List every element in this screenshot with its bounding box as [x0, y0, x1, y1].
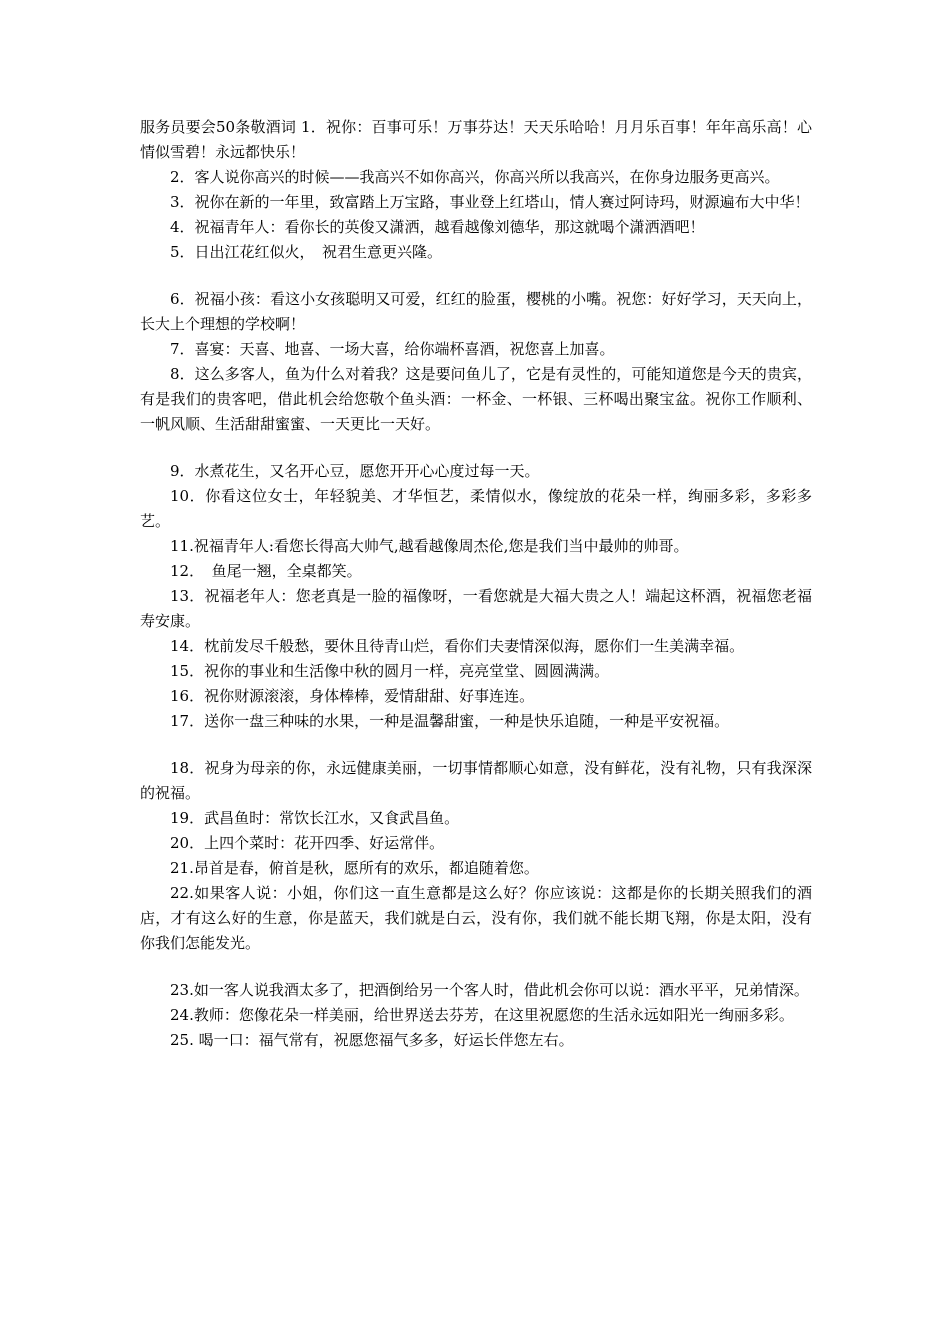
paragraph: 2．客人说你高兴的时候——我高兴不如你高兴，你高兴所以我高兴，在你身边服务更高兴。	[170, 168, 780, 186]
paragraph: 5．日出江花红似火， 祝君生意更兴隆。	[170, 243, 443, 261]
paragraph: 服务员要会50条敬酒词 1．祝你：百事可乐！万事芬达！天天乐哈哈！月月乐百事！年年高乐高！心情似雪碧！永远都快乐！	[140, 118, 812, 161]
paragraph-gap	[140, 265, 812, 287]
paragraph: 3．祝你在新的一年里，致富踏上万宝路，事业登上红塔山，情人赛过阿诗玛，财源遍布大中华！	[170, 193, 810, 211]
paragraph: 16．祝你财源滚滚，身体棒棒，爱情甜甜、好事连连。	[170, 687, 535, 705]
paragraph: 7．喜宴：天喜、地喜、一场大喜，给你端杯喜酒，祝您喜上加喜。	[170, 340, 615, 358]
paragraph-gap	[140, 956, 812, 978]
paragraph: 20．上四个菜时：花开四季、好运常伴。	[170, 834, 445, 852]
paragraph: 4．祝福青年人：看你长的英俊又潇洒，越看越像刘德华，那这就喝个潇洒酒吧！	[170, 218, 705, 236]
paragraph: 11.祝福青年人:看您长得高大帅气,越看越像周杰伦,您是我们当中最帅的帅哥。	[170, 537, 689, 555]
paragraph: 17．送你一盘三种味的水果，一种是温馨甜蜜，一种是快乐追随，一种是平安祝福。	[170, 712, 730, 730]
paragraph: 21.昂首是春，俯首是秋，愿所有的欢乐，都追随着您。	[170, 859, 539, 877]
paragraph: 25. 喝一口：福气常有，祝愿您福气多多，好运长伴您左右。	[170, 1031, 574, 1049]
paragraph: 10．你看这位女士，年轻貌美、才华恒艺，柔情似水，像绽放的花朵一样，绚丽多彩，多彩多艺。	[140, 487, 812, 530]
paragraph: 8．这么多客人，鱼为什么对着我？这是要问鱼儿了，它是有灵性的，可能知道您是今天的贵宾，有是我们的贵客吧，借此机会给您敬个鱼头酒：一杯金、一杯银、三杯喝出聚宝盆。祝你工作顺利、一帆风顺、生活甜甜蜜蜜、一天更比一天好。	[140, 365, 812, 433]
paragraph: 24.教师：您像花朵一样美丽，给世界送去芬芳，在这里祝愿您的生活永远如阳光一绚丽多彩。	[170, 1006, 794, 1024]
paragraph: 15．祝你的事业和生活像中秋的圆月一样，亮亮堂堂、圆圆满满。	[170, 662, 610, 680]
document-body	[140, 115, 812, 1053]
paragraph: 18．祝身为母亲的你，永远健康美丽，一切事情都顺心如意，没有鲜花，没有礼物，只有我深深的祝福。	[140, 759, 812, 802]
paragraph: 9．水煮花生，又名开心豆，愿您开开心心度过每一天。	[170, 462, 540, 480]
paragraph-gap	[140, 437, 812, 459]
paragraph: 19．武昌鱼时：常饮长江水，又食武昌鱼。	[170, 809, 460, 827]
paragraph: 22.如果客人说：小姐，你们这一直生意都是这么好？你应该说：这都是你的长期关照我们的酒店，才有这么好的生意，你是蓝天，我们就是白云，没有你，我们就不能长期飞翔，你是太阳，没有你我们怎能发光。	[140, 884, 812, 952]
paragraph: 14．枕前发尽千般愁，要休且待青山烂，看你们夫妻情深似海，愿你们一生美满幸福。	[170, 637, 745, 655]
paragraph-gap	[140, 734, 812, 756]
paragraph: 12． 鱼尾一翘，全桌都笑。	[170, 562, 362, 580]
paragraph: 23.如一客人说我酒太多了，把酒倒给另一个客人时，借此机会你可以说：酒水平平，兄弟情深。	[170, 981, 809, 999]
paragraph: 13．祝福老年人：您老真是一脸的福像呀，一看您就是大福大贵之人！端起这杯酒，祝福您老福寿安康。	[140, 587, 812, 630]
paragraph: 6．祝福小孩：看这小女孩聪明又可爱，红红的脸蛋，樱桃的小嘴。祝您：好好学习，天天向上，长大上个理想的学校啊！	[140, 290, 812, 333]
